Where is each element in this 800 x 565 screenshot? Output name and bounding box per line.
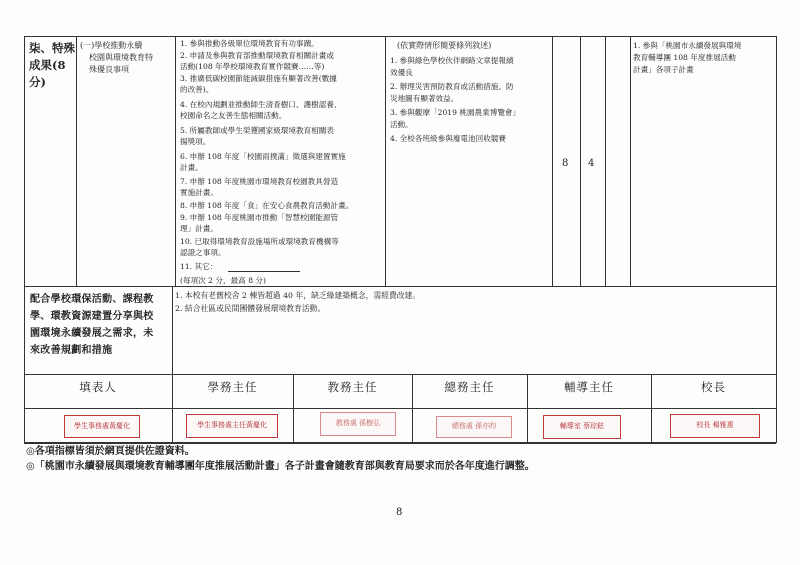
plan-line: 計畫」各項子計畫 bbox=[633, 65, 694, 74]
stamp-academic-affairs: 教務處 孫樹弘 bbox=[320, 412, 396, 436]
criteria-item: 7. 申辦 108 年度桃園市環境教育校園教具營造 bbox=[180, 177, 339, 186]
criteria-scoring-note: (每項次 2 分，最高 8 分) bbox=[180, 276, 266, 285]
role-general-affairs: 總務主任 bbox=[444, 380, 495, 394]
evidence-item: 4. 全校各班級參與廢電池回收競賽 bbox=[390, 134, 506, 143]
item-title-line2: 校園與環境教育特 bbox=[89, 53, 153, 62]
improvement-label-line1: 配合學校環保活動、課程教 bbox=[30, 294, 154, 305]
section-title-line2: 成果(8 bbox=[29, 58, 66, 72]
criteria-item: 3. 推廣低碳校園節能減碳措施有顯著改善(數據 bbox=[180, 74, 337, 83]
evidence-item: 效優良 bbox=[390, 68, 413, 77]
stamp-form-filler: 學生事務處黃慶化 bbox=[64, 415, 140, 438]
criteria-item: 2. 申請及參與教育部推動環境教育相關計畫或 bbox=[180, 51, 334, 60]
role-academic-affairs: 教務主任 bbox=[327, 380, 378, 394]
improvement-label-line3: 園環境永續發展之需求，未 bbox=[30, 328, 154, 339]
improvement-label-line4: 來改善規劃和措施 bbox=[30, 345, 113, 356]
criteria-item: 11. 其它： bbox=[180, 262, 218, 271]
evidence-hint: (依實際情形簡要條列敘述) bbox=[397, 41, 492, 50]
criteria-item: 計畫。 bbox=[180, 163, 203, 172]
evidence-item: 1. 參與綠色學校伙伴網路文章提報績 bbox=[390, 56, 514, 65]
criteria-item: 理」計畫。 bbox=[180, 224, 218, 233]
criteria-item: 8. 申辦 108 年度「食」在安心食農教育活動計畫。 bbox=[180, 201, 354, 210]
role-counseling: 輔導主任 bbox=[564, 380, 614, 394]
stamp-principal: 校長 楊雅惠 bbox=[670, 414, 760, 438]
footnote-evidence: ◎各項指標皆須於網頁提供佐證資料。 bbox=[26, 446, 195, 457]
stamp-student-affairs: 學生事務處主任黃慶化 bbox=[186, 414, 278, 438]
section-title-line3: 分) bbox=[29, 75, 46, 89]
criteria-item: 5. 所屬教師或學生榮獲國家級環境教育相關表 bbox=[180, 126, 334, 135]
criteria-item: 9. 申辦 108 年度桃園市推動「智慧校園能源管 bbox=[180, 213, 339, 222]
item-title-line3: 殊優良事項 bbox=[89, 65, 129, 74]
evidence-item: 活動。 bbox=[390, 120, 413, 129]
improvement-item: 2. 結合社區或民間團體發展環境教育活動。 bbox=[175, 304, 326, 313]
footnote-plan-adjustment: ◎「桃園市永續發展與環境教育輔導團年度推展活動計畫」各子計畫會隨教育部與教育局要求而於各年度進行調整。 bbox=[26, 461, 535, 472]
role-principal: 校長 bbox=[701, 380, 726, 394]
plan-line: 教育輔導團 108 年度推展活動 bbox=[633, 53, 736, 62]
improvement-label-line2: 學、環教資源建置分享與校 bbox=[30, 311, 154, 322]
plan-line: 1. 參與「桃園市永續發展與環境 bbox=[633, 41, 742, 50]
evidence-item: 2. 辦理災害預防教育或活動措施、防 bbox=[390, 82, 514, 91]
criteria-item: 活動(108 年學校環境教育實作競賽……等) bbox=[180, 62, 325, 71]
criteria-item: 10. 已取得環境教育設施場所或環境教育機構等 bbox=[180, 237, 339, 246]
criteria-item: 實施計畫。 bbox=[180, 188, 218, 197]
criteria-item: 6. 申辦 108 年度「校園雨撲滿」徵選與建置實施 bbox=[180, 152, 346, 161]
evidence-item: 3. 參與觀摩「2019 桃園農業博覽會」 bbox=[390, 108, 521, 117]
item-title-line1: (一)學校推動永續 bbox=[80, 41, 143, 50]
criteria-item: 揚獎項。 bbox=[180, 137, 211, 146]
criteria-item: 認證之事項。 bbox=[180, 248, 226, 257]
review-score: 4 bbox=[588, 158, 595, 169]
role-form-filler: 填表人 bbox=[79, 380, 117, 394]
role-student-affairs: 學務主任 bbox=[207, 380, 258, 394]
self-score: 8 bbox=[562, 158, 569, 169]
criteria-item: 校園命名之友善生態相關活動。 bbox=[180, 111, 287, 120]
other-blank-line bbox=[228, 271, 300, 272]
criteria-item: 1. 參與推動各級單位環境教育有功事蹟。 bbox=[180, 39, 319, 48]
improvement-item: 1. 本校有老舊校舍 2 棟皆超過 40 年，缺乏綠建築概念，需經費改建。 bbox=[175, 291, 421, 300]
stamp-general-affairs: 總務處 孫亦昀 bbox=[436, 416, 512, 438]
section-title-line1: 柒、特殊 bbox=[29, 41, 75, 55]
criteria-item: 的改善)。 bbox=[180, 85, 214, 94]
page-number: 8 bbox=[396, 507, 403, 518]
evidence-item: 災地圖有顯著效益。 bbox=[390, 94, 459, 103]
criteria-item: 4. 在校內規劃並推動師生清查樹口、護樹認養、 bbox=[180, 100, 342, 109]
stamp-counseling: 輔導室 蔡琮鉉 bbox=[543, 415, 621, 439]
